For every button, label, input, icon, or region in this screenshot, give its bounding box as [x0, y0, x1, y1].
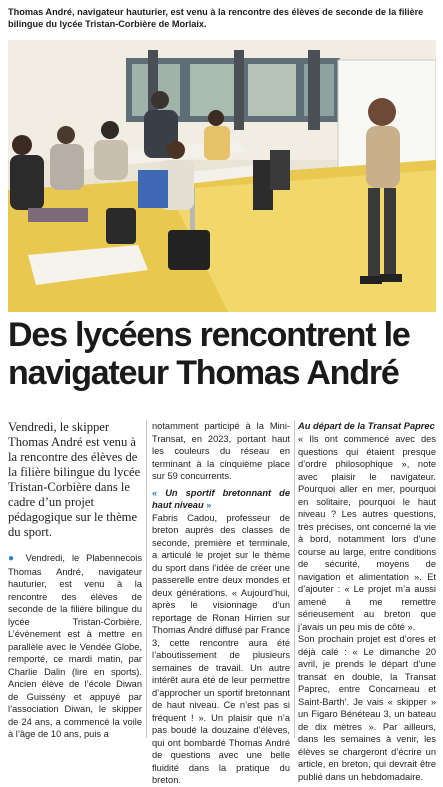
bullet-icon: ● — [8, 553, 26, 564]
caption-bold: Thomas André, navigateur hauturier, est venu à la rencontre des élèves de seconde de la filière bilingue du lycée Tristan-Corbière de Morlaix. — [8, 7, 424, 29]
subheading-sportif: « Un sportif bretonnant de haut niveau » — [152, 487, 290, 510]
classroom-photo — [8, 40, 436, 312]
body-text-col2: Fabris Cadou, professeur de breton auprès des classes de seconde, première et terminale, a articulé le projet sur le thème du sport dans l’idée de créer une passerelle entre deux mondes et deux générations. « Aujourd’hui, après le visionnage d’un reportage de Ronan Hirrien sur Thomas André diffusé par France 3, cette rencontre aura été l’aboutissement de plusieurs semaines de travail. Un autre intérêt aura été de leur permettre d’approcher un sportif bretonnant de haut niveau. Ce n’est pas si fréquent ! ». Un plaisir que n’a pas boudé la douzaine d’élèves, qui ont bombardé Thomas André de questions avec une belle fluidité dans la pratique du breton. — [152, 512, 290, 785]
column-divider — [146, 420, 147, 738]
column-divider — [294, 420, 295, 738]
article-body-col1 — [8, 552, 142, 741]
subheading-transat: Au départ de la Transat Paprec — [298, 421, 435, 431]
article-column-2 — [152, 420, 290, 787]
article-column-1 — [8, 420, 142, 741]
body-text-col1: Vendredi, le Plabennecois Thomas André, navigateur hauturier, est venu à la rencontre des élèves de seconde de la filière bilingue du lycée Tristan-Corbière. L’évènement est à mettre en parallèle avec le Vendée Globe, remporté, ce mardi matin, par Charlie Dalin (lire en sports). Ancien élève de l’école Diwan de Guissény et appuyé par l’association Diwan, le skipper de 24 ans, a commencé la voile à l’âge de 10 ans, puis a — [8, 553, 142, 739]
body-text-col3-p1: « Ils ont commencé avec des questions qui étaient presque d’ordre philosophique », note avec plaisir le navigateur. Pourquoi aller en mer, pourquoi en solitaire, pourquoi le haut niveau ? Les autres questions, très précises, ont concerné la vie à bord, notamment lors d’une course au large, entre conditions de sécurité, moyens de navigation et alimentation ». Et d’ajouter : « Le projet m’a aussi amené à me remettre sérieusement au breton que j’avais un peu mis de côté ». — [298, 434, 436, 632]
article-lead: Vendredi, le skipper Thomas André est venu à la rencontre des élèves de la filière bilingue du lycée Tristan-Corbière dans le cadre d’un projet pédagogique sur le thème du sport. — [8, 420, 141, 539]
classroom-photo-icon — [8, 40, 436, 312]
body-text-col3-p2: Son prochain projet est d’ores et déjà calé : « Le dimanche 20 avril, je prends le départ d’une transat en double, la Transat Paprec, entre Concarneau et Saint-Barth’. Je vais « skipper » un Figaro Bénéteau 3, un bateau de dix mètres ». Par ailleurs, dans les semaines à venir, les élèves se chargeront d’écrire un article, en breton, qui devrait être publié dans un hebdomadaire. — [298, 634, 436, 782]
photo-caption — [8, 6, 436, 30]
article-column-3 — [298, 420, 436, 783]
body-text-col2-top: notamment participé à la Mini-Transat, en 2023, portant haut les couleurs du réseau en terminant à la cinquième place sur 59 concurrents. — [152, 421, 290, 481]
article-headline: Des lycéens rencontrent le navigateur Thomas André — [8, 316, 410, 392]
